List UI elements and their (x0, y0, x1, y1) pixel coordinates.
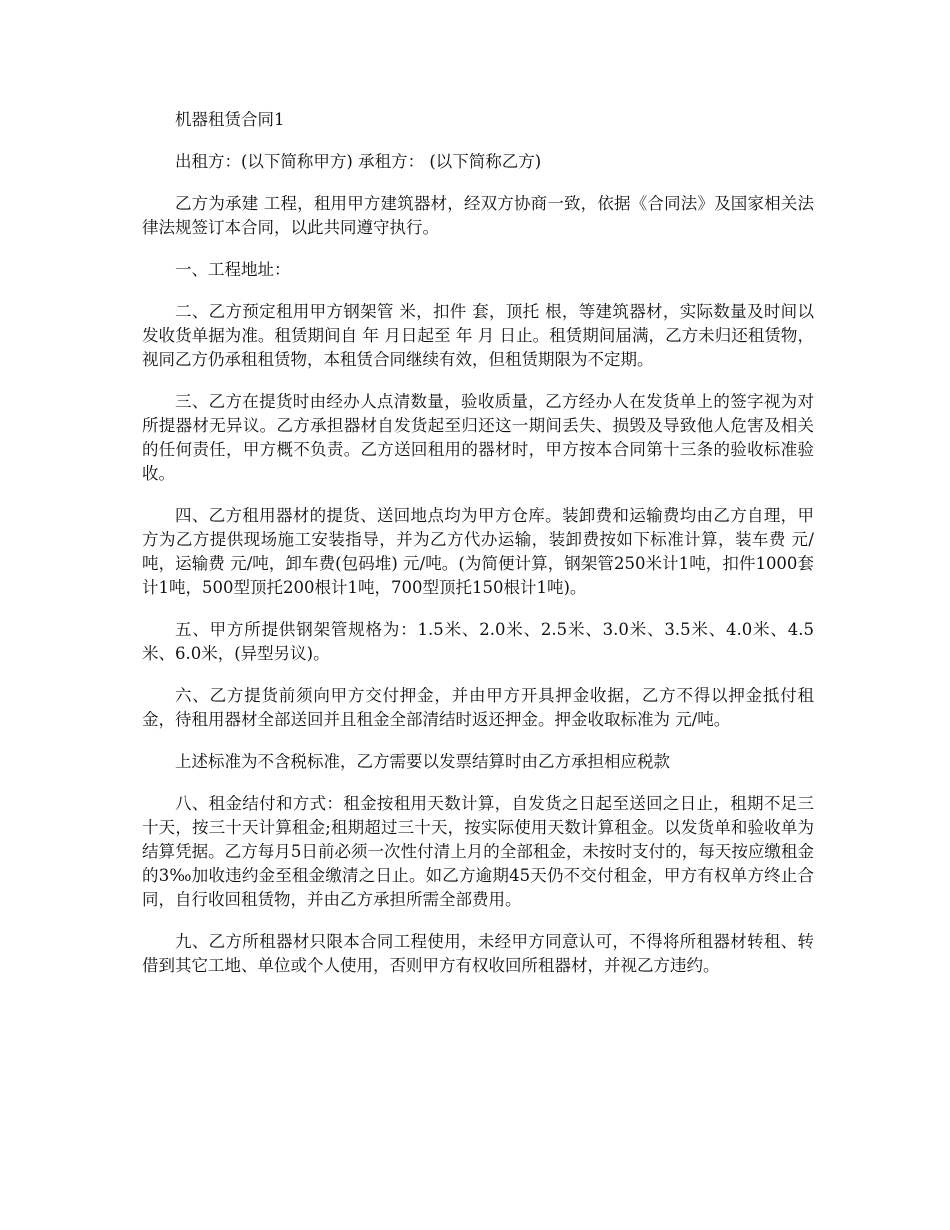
clause-8-rent-payment: 八、租金结付和方式：租金按租用天数计算，自发货之日起至送回之日止，租期不足三十天，按三十天计算租金;租期超过三十天，按实际使用天数计算租金。以发货单和验收单为结算凭据。乙方每月5日前必须一次性付清上月的全部租金，未按时支付的，每天按应缴租金的3‰加收违约金至租金缴清之日止。如乙方逾期45天仍不交付租金，甲方有权单方终止合同，自行收回租赁物，并由乙方承担所需全部费用。 (142, 794, 814, 909)
clause-5-specifications: 五、甲方所提供钢架管规格为：1.5米、2.0米、2.5米、3.0米、3.5米、4.0米、4.5米、6.0米，(异型另议)。 (142, 620, 814, 663)
clause-4-delivery: 四、乙方租用器材的提货、送回地点均为甲方仓库。装卸费和运输费均由乙方自理，甲方为乙方提供现场施工安装指导，并为乙方代办运输，装卸费按如下标准计算，装车费 元/吨，运输费 元/吨，卸车费(包码堆) 元/吨。(为简便计算，钢架管250米计1吨，扣件1000套计1吨，500型顶托200根计1吨，700型顶托150根计1吨)。 (142, 506, 814, 597)
document-title: 机器租赁合同1 (175, 110, 285, 129)
clause-9-usage-limit: 九、乙方所租器材只限本合同工程使用，未经甲方同意认可，不得将所租器材转租、转借到其它工地、单位或个人使用，否则甲方有权收回所租器材，并视乙方违约。 (142, 932, 814, 975)
clause-3-inspection: 三、乙方在提货时由经办人点清数量，验收质量，乙方经办人在发货单上的签字视为对所提器材无异议。乙方承担器材自发货起至归还这一期间丢失、损毁及导致他人危害及相关的任何责任，甲方概不负责。乙方送回租用的器材时，甲方按本合同第十三条的验收标准验收。 (142, 392, 814, 483)
parties-line: 出租方：(以下简称甲方) 承租方： (以下简称乙方) (175, 152, 542, 171)
clause-2-rental-items: 二、乙方预定租用甲方钢架管 米，扣件 套，顶托 根，等建筑器材，实际数量及时间以发收货单据为准。租赁期间自 年 月日起至 年 月 日止。租赁期间届满，乙方未归还租赁物，视同乙方仍承租租赁物，本租赁合同继续有效，但租赁期限为不定期。 (142, 302, 814, 369)
document-body (142, 108, 814, 996)
tax-note: 上述标准为不含税标准，乙方需要以发票结算时由乙方承担相应税款 (175, 752, 670, 771)
clause-6-deposit: 六、乙方提货前须向甲方交付押金，并由甲方开具押金收据，乙方不得以押金抵付租金，待租用器材全部送回并且租金全部清结时返还押金。押金收取标准为 元/吨。 (142, 686, 814, 729)
intro-paragraph: 乙方为承建 工程，租用甲方建筑器材，经双方协商一致，依据《合同法》及国家相关法律法规签订本合同，以此共同遵守执行。 (142, 194, 814, 237)
clause-1-address: 一、工程地址： (175, 260, 291, 279)
